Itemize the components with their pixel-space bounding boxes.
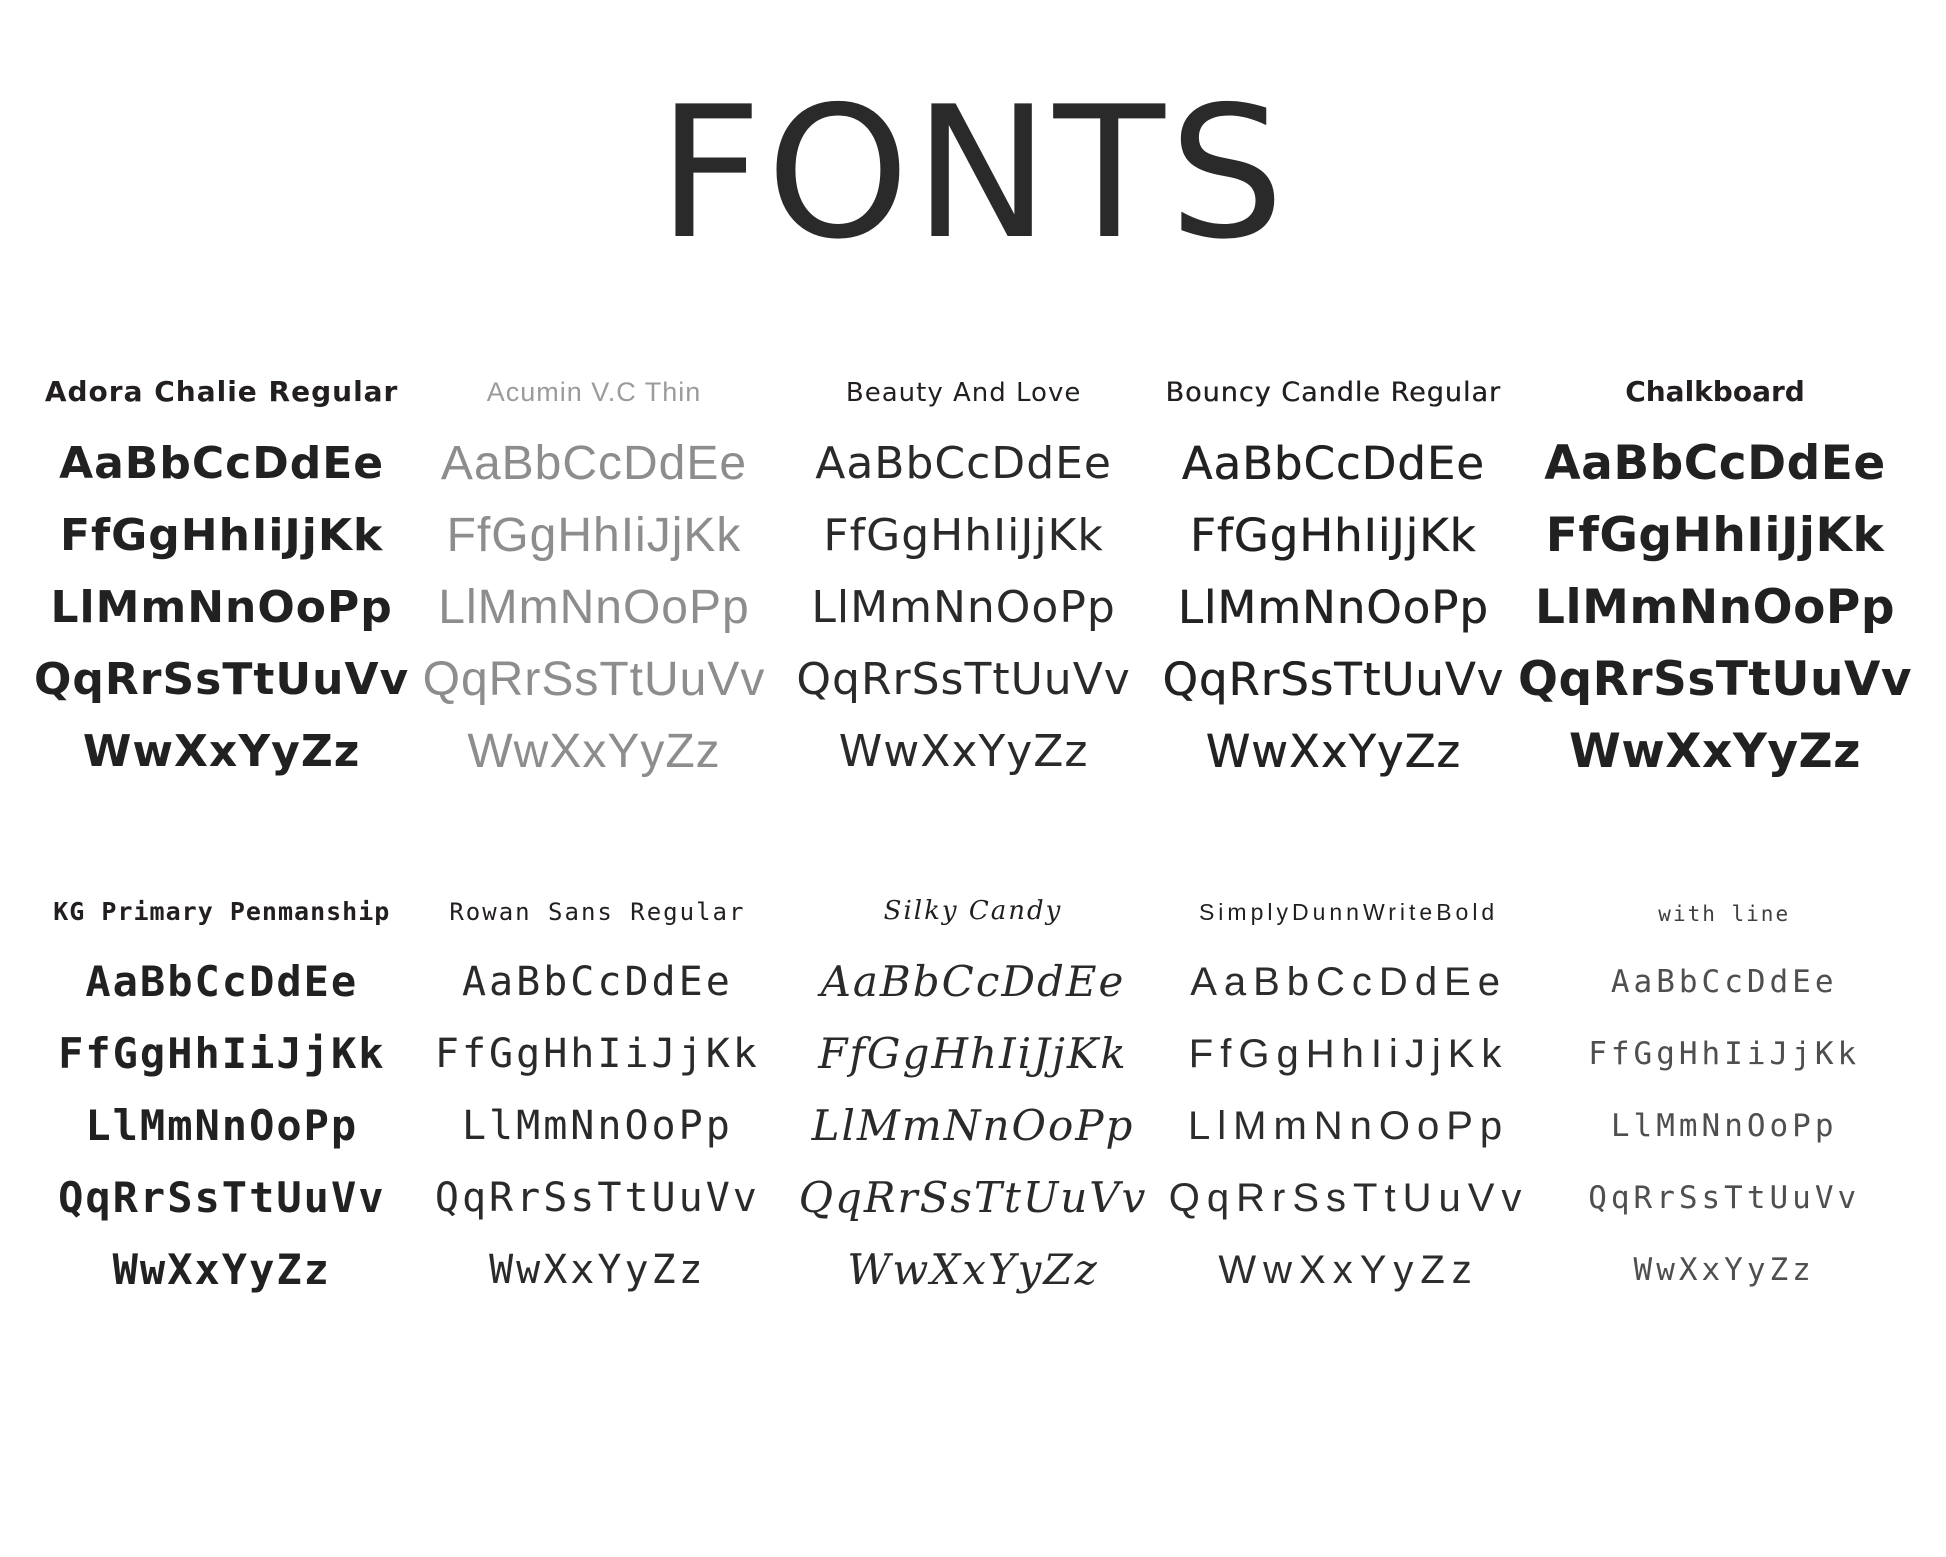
alphabet-line-4: QqRrSsTtUuVv <box>796 654 1131 705</box>
alphabet-line-4: QqRrSsTtUuVv <box>1168 1176 1529 1220</box>
font-sample-simplydunnwritebold <box>1161 880 1537 1306</box>
alphabet-line-1: AaBbCcDdEe <box>1181 437 1485 490</box>
alphabet-line-3: LlMmNnOoPp <box>50 582 393 633</box>
alphabet-line-2: FfGgHhIiJjKk <box>818 1029 1128 1078</box>
alphabet-line-1: AaBbCcDdEe <box>815 438 1112 489</box>
alphabet-line-2: FfGgHhIiJjKk <box>823 510 1104 561</box>
alphabet-line-2: FfGgHhIiJjKk <box>1189 509 1477 562</box>
alphabet-line-5: WwXxYyZz <box>489 1247 706 1293</box>
alphabet-line-3: LlMmNnOoPp <box>461 1103 733 1149</box>
alphabet-line-5: WwXxYyZz <box>1633 1252 1815 1288</box>
alphabet-specimen <box>785 946 1161 1306</box>
font-name: Acumin V.C Thin <box>486 377 702 407</box>
alphabet-line-3: LlMmNnOoPp <box>438 581 750 634</box>
alphabet-line-2: FfGgHhIiJjKk <box>446 509 742 562</box>
alphabet-line-4: QqRrSsTtUuVv <box>434 1175 760 1221</box>
alphabet-line-5: WwXxYyZz <box>112 1245 331 1294</box>
alphabet-line-1: AaBbCcDdEe <box>461 959 733 1005</box>
font-sample-silky-candy <box>785 880 1161 1306</box>
alphabet-line-1: AaBbCcDdEe <box>440 437 748 490</box>
alphabet-line-4: QqRrSsTtUuVv <box>422 653 766 706</box>
alphabet-specimen <box>1161 946 1537 1306</box>
font-name: Rowan Sans Regular <box>449 898 746 926</box>
font-name: with line <box>1658 902 1791 926</box>
alphabet-line-4: QqRrSsTtUuVv <box>1518 652 1912 707</box>
alphabet-line-3: LlMmNnOoPp <box>1177 581 1489 634</box>
font-name: KG Primary Penmanship <box>53 897 391 926</box>
alphabet-line-5: WwXxYyZz <box>1218 1248 1479 1292</box>
alphabet-line-5: WwXxYyZz <box>1205 725 1461 778</box>
font-sample-bouncy-candle-regular <box>1148 362 1518 788</box>
alphabet-line-5: WwXxYyZz <box>838 726 1089 777</box>
alphabet-line-2: FfGgHhIiJjKk <box>434 1031 760 1077</box>
alphabet-line-2: FfGgHhIiJjKk <box>1188 1032 1509 1076</box>
alphabet-line-3: LlMmNnOoPp <box>85 1101 359 1150</box>
alphabet-line-3: LlMmNnOoPp <box>1535 580 1895 635</box>
alphabet-specimen <box>34 428 409 788</box>
alphabet-specimen <box>1536 946 1912 1306</box>
alphabet-line-2: FfGgHhIiJjKk <box>58 1029 386 1078</box>
alphabet-line-5: WwXxYyZz <box>1569 724 1861 779</box>
font-name: Bouncy Candle Regular <box>1165 377 1502 408</box>
font-name: SimplyDunnWriteBold <box>1198 899 1499 925</box>
alphabet-specimen <box>34 946 410 1306</box>
alphabet-line-1: AaBbCcDdEe <box>1190 960 1507 1004</box>
font-sample-with-line <box>1536 880 1912 1306</box>
alphabet-line-3: LlMmNnOoPp <box>1610 1108 1838 1144</box>
alphabet-line-3: LlMmNnOoPp <box>811 582 1116 633</box>
font-sample-acumin-vc-thin <box>409 362 779 788</box>
alphabet-specimen <box>1148 428 1518 788</box>
font-sample-rowan-sans-regular <box>410 880 786 1306</box>
alphabet-line-1: AaBbCcDdEe <box>59 438 385 489</box>
font-name: Adora Chalie Regular <box>44 375 399 408</box>
alphabet-line-1: AaBbCcDdEe <box>1544 436 1886 491</box>
alphabet-line-4: QqRrSsTtUuVv <box>1162 653 1505 706</box>
alphabet-line-2: FfGgHhIiJjKk <box>1545 508 1885 563</box>
font-row-1 <box>0 362 1946 788</box>
alphabet-line-5: WwXxYyZz <box>847 1245 1099 1294</box>
alphabet-line-1: AaBbCcDdEe <box>820 957 1126 1006</box>
alphabet-line-3: LlMmNnOoPp <box>811 1101 1135 1150</box>
font-row-2 <box>0 880 1946 1306</box>
font-name: Silky Candy <box>883 896 1063 926</box>
alphabet-specimen <box>410 946 786 1306</box>
alphabet-line-4: QqRrSsTtUuVv <box>34 654 410 705</box>
alphabet-line-4: QqRrSsTtUuVv <box>798 1173 1148 1222</box>
alphabet-line-3: LlMmNnOoPp <box>1187 1104 1510 1148</box>
alphabet-specimen <box>1518 428 1912 788</box>
font-sample-chalkboard <box>1518 362 1912 788</box>
font-sample-adora-chalie-regular <box>34 362 409 788</box>
font-sample-kg-primary-penmanship <box>34 880 410 1306</box>
alphabet-line-1: AaBbCcDdEe <box>85 957 359 1006</box>
font-sample-beauty-and-love <box>779 362 1149 788</box>
alphabet-line-4: QqRrSsTtUuVv <box>1588 1180 1861 1216</box>
alphabet-line-2: FfGgHhIiJjKk <box>59 510 384 561</box>
alphabet-line-2: FfGgHhIiJjKk <box>1588 1036 1861 1072</box>
font-name: Beauty And Love <box>845 378 1082 408</box>
page-title: FONTS <box>657 67 1289 279</box>
alphabet-specimen <box>779 428 1149 788</box>
alphabet-line-5: WwXxYyZz <box>82 726 361 777</box>
alphabet-line-5: WwXxYyZz <box>467 725 721 778</box>
alphabet-line-4: QqRrSsTtUuVv <box>58 1173 386 1222</box>
alphabet-line-1: AaBbCcDdEe <box>1610 964 1838 1000</box>
font-name: Chalkboard <box>1625 375 1805 408</box>
alphabet-specimen <box>409 428 779 788</box>
